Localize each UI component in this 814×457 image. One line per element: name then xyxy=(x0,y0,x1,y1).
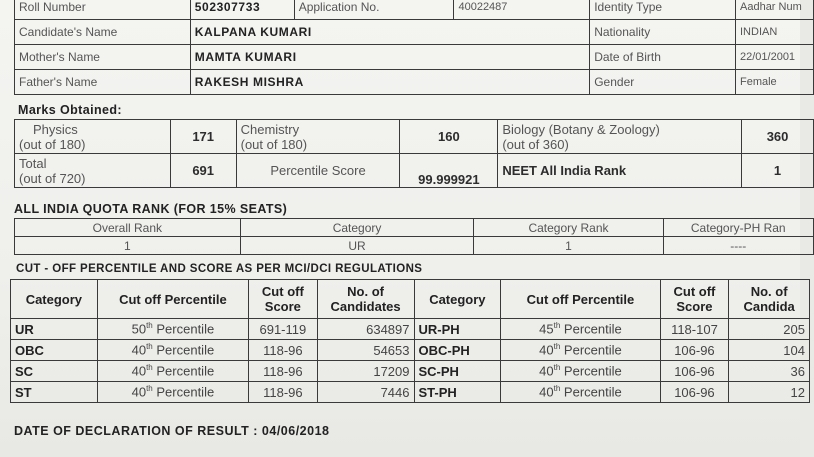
percentile-word: Percentile xyxy=(156,321,215,337)
cutoff-header-category: Category xyxy=(11,280,98,319)
cutoff-header-category-ph: Category xyxy=(414,280,501,319)
cutoff-header-score: Cut off Score xyxy=(249,280,318,319)
physics-label xyxy=(15,120,171,154)
cutoff-percentile xyxy=(97,382,248,403)
chemistry-sub: (out of 180) xyxy=(240,136,308,152)
percentile-word: Percentile xyxy=(563,363,622,379)
biology-sub: (out of 360) xyxy=(502,136,569,152)
cutoff-percentile xyxy=(97,361,248,382)
cutoff-score-ph: 106-96 xyxy=(660,340,729,361)
percentile-number: 40 xyxy=(131,363,147,379)
cutoff-score: 118-96 xyxy=(249,382,318,403)
cutoff-table xyxy=(10,279,810,403)
biology-label xyxy=(498,120,742,154)
roll-label: Roll Number xyxy=(15,0,191,20)
percentile-word: Percentile xyxy=(156,363,215,379)
total-sub: (out of 720) xyxy=(19,170,86,186)
cutoff-category-ph: OBC-PH xyxy=(414,340,501,361)
identity-value: Aadhar Num xyxy=(736,0,814,20)
quota-value-row xyxy=(15,237,814,255)
percentile-suffix: th xyxy=(553,321,561,331)
identity-label: Identity Type xyxy=(590,0,736,20)
percentile-suffix: th xyxy=(146,384,153,394)
percentile-word: Percentile xyxy=(563,321,622,337)
cutoff-category: ST xyxy=(11,382,98,403)
cutoff-candidates-ph: 12 xyxy=(729,382,810,403)
cutoff-category-ph: UR-PH xyxy=(414,319,501,340)
percentile-suffix: th xyxy=(553,342,561,352)
cutoff-score-ph: 118-107 xyxy=(660,319,729,340)
dob-value: 22/01/2001 xyxy=(736,45,814,70)
mother-value: MAMTA KUMARI xyxy=(190,45,589,70)
cutoff-percentile-ph xyxy=(501,319,660,340)
cutoff-header-candidates-ph: No. of Candida xyxy=(729,280,810,319)
rank-label: NEET All India Rank xyxy=(498,154,742,188)
cutoff-header-percentile: Cut off Percentile xyxy=(97,280,248,319)
table-row xyxy=(11,382,810,403)
cutoff-candidates-ph: 205 xyxy=(729,319,810,340)
cutoff-percentile-ph xyxy=(501,382,660,403)
percentile-number: 40 xyxy=(131,342,147,358)
percentile-number: 40 xyxy=(131,384,147,400)
cutoff-header-percentile-ph: Cut off Percentile xyxy=(501,280,660,319)
cutoff-category: SC xyxy=(11,361,98,382)
cutoff-candidates: 54653 xyxy=(317,340,414,361)
cutoff-heading: CUT - OFF PERCENTILE AND SCORE AS PER MCI/DCI REGULATIONS xyxy=(16,263,423,275)
percentile-word: Percentile xyxy=(156,384,215,400)
rank-value: 1 xyxy=(742,154,814,188)
percentile-word: Percentile xyxy=(563,342,622,358)
cutoff-candidates: 7446 xyxy=(317,382,414,403)
quota-heading: ALL INDIA QUOTA RANK (FOR 15% SEATS) xyxy=(14,202,288,216)
physics-title: Physics xyxy=(33,121,78,137)
percentile-value: 99.999921 xyxy=(400,154,498,188)
cutoff-percentile-ph xyxy=(501,361,660,382)
nationality-label: Nationality xyxy=(590,20,736,45)
name-value: KALPANA KUMARI xyxy=(190,20,589,45)
name-label: Candidate's Name xyxy=(15,20,191,45)
roll-row xyxy=(15,0,814,20)
total-title: Total xyxy=(19,155,47,171)
physics-value: 171 xyxy=(170,120,236,154)
marks-row-2 xyxy=(15,154,814,188)
dob-label: Date of Birth xyxy=(590,45,736,70)
cutoff-score: 691-119 xyxy=(249,319,318,340)
table-row xyxy=(11,361,810,382)
cutoff-category: UR xyxy=(11,319,98,340)
gender-value: Female xyxy=(736,70,814,95)
quota-header-row xyxy=(15,219,814,237)
percentile-number: 50 xyxy=(131,321,147,337)
quota-header-overall: Overall Rank xyxy=(15,219,241,237)
cutoff-candidates-ph: 104 xyxy=(729,340,810,361)
cutoff-category-ph: ST-PH xyxy=(414,382,501,403)
declaration-date: DATE OF DECLARATION OF RESULT : 04/06/2018 xyxy=(14,424,330,438)
cutoff-score: 118-96 xyxy=(249,340,318,361)
cutoff-percentile xyxy=(97,340,248,361)
table-row xyxy=(11,319,810,340)
cutoff-candidates: 17209 xyxy=(317,361,414,382)
chemistry-title: Chemistry xyxy=(240,121,300,137)
marks-table xyxy=(14,119,814,188)
quota-header-category: Category xyxy=(240,219,474,237)
cutoff-header-score-ph: Cut off Score xyxy=(660,280,729,319)
percentile-suffix: th xyxy=(553,363,561,373)
cutoff-candidates: 634897 xyxy=(317,319,414,340)
chemistry-value: 160 xyxy=(400,120,498,154)
percentile-number: 40 xyxy=(539,342,554,358)
percentile-suffix: th xyxy=(146,342,153,352)
quota-overall-rank: 1 xyxy=(15,237,241,255)
percentile-word: Percentile xyxy=(156,342,215,358)
quota-category-ph-rank: ---- xyxy=(663,237,813,255)
quota-category-rank: 1 xyxy=(474,237,663,255)
cutoff-score-ph: 106-96 xyxy=(660,382,729,403)
percentile-suffix: th xyxy=(146,363,153,373)
percentile-number: 45 xyxy=(539,321,554,337)
percentile-label: Percentile Score xyxy=(236,154,400,188)
cutoff-score: 118-96 xyxy=(249,361,318,382)
biology-title: Biology (Botany & Zoology) xyxy=(502,121,660,137)
quota-table xyxy=(14,218,814,255)
application-label: Application No. xyxy=(294,0,454,20)
cutoff-header-candidates: No. of Candidates xyxy=(317,280,414,319)
percentile-suffix: th xyxy=(553,384,561,394)
percentile-number: 40 xyxy=(539,384,554,400)
percentile-number: 40 xyxy=(539,363,554,379)
father-row xyxy=(15,70,814,95)
cutoff-percentile xyxy=(97,319,248,340)
name-row xyxy=(15,20,814,45)
application-value: 40022487 xyxy=(454,0,590,20)
cutoff-category-ph: SC-PH xyxy=(414,361,501,382)
gender-label: Gender xyxy=(590,70,736,95)
father-value: RAKESH MISHRA xyxy=(190,70,589,95)
cutoff-body xyxy=(11,319,810,403)
father-label: Father's Name xyxy=(15,70,191,95)
total-value: 691 xyxy=(170,154,236,188)
cutoff-header-row xyxy=(11,280,810,319)
quota-category: UR xyxy=(240,237,474,255)
total-label xyxy=(15,154,171,188)
biology-value: 360 xyxy=(742,120,814,154)
mother-label: Mother's Name xyxy=(15,45,191,70)
table-row xyxy=(11,340,810,361)
quota-header-category-rank: Category Rank xyxy=(474,219,663,237)
cutoff-percentile-ph xyxy=(501,340,660,361)
nationality-value: INDIAN xyxy=(736,20,814,45)
mother-row xyxy=(15,45,814,70)
percentile-word: Percentile xyxy=(563,384,622,400)
candidate-info-table xyxy=(14,0,814,95)
physics-sub: (out of 180) xyxy=(19,136,86,152)
cutoff-candidates-ph: 36 xyxy=(729,361,810,382)
chemistry-label xyxy=(236,120,400,154)
quota-header-category-ph: Category-PH Ran xyxy=(663,219,813,237)
roll-value: 502307733 xyxy=(190,0,294,20)
cutoff-category: OBC xyxy=(11,340,98,361)
cutoff-score-ph: 106-96 xyxy=(660,361,729,382)
marks-heading: Marks Obtained: xyxy=(18,103,122,117)
marks-row-1 xyxy=(15,120,814,154)
percentile-suffix: th xyxy=(146,321,153,331)
